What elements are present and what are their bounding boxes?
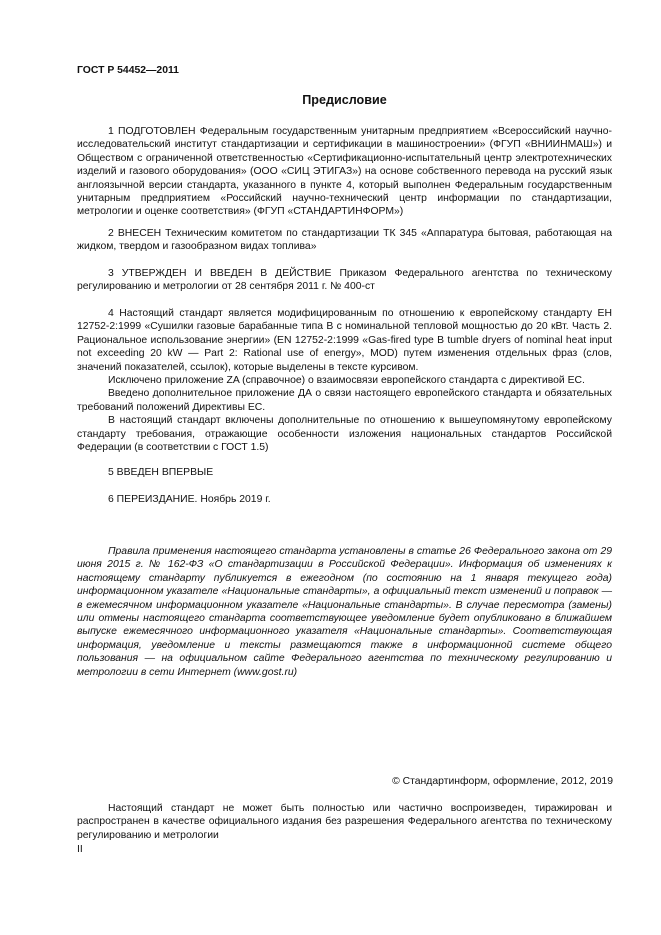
item-4 bbox=[77, 307, 612, 454]
item-1 bbox=[77, 125, 612, 219]
item-2 bbox=[77, 227, 612, 254]
reproduction-notice-text: Настоящий стандарт не может быть полностью или частично воспроизведен, тиражирован и распространен в качестве официального издания без разрешения Федерального агентства по техническому регулированию и метрологии bbox=[77, 803, 612, 841]
item-4-additional-requirements: В настоящий стандарт включены дополнительные по отношению к вышеупомянутому европейскому стандарту требования, отражающие особенности изложения национальных стандартов Российской Федерации (в соответствии с ГОСТ 1.5) bbox=[77, 415, 612, 454]
item-5-text: 5 ВВЕДЕН ВПЕРВЫЕ bbox=[108, 467, 214, 478]
item-3 bbox=[77, 267, 612, 294]
item-2-text: 2 ВНЕСЕН Техническим комитетом по стандартизации ТК 345 «Аппаратура бытовая, работающая на жидком, твердом и газообразном видах топлива» bbox=[77, 228, 612, 253]
rules-notice-text: Правила применения настоящего стандарта установлены в статье 26 Федерального закона от 29 июня 2015 г. № 162-ФЗ «О стандартизации в Российской Федерации». Информация об изменениях к настоящему стандарту публикуется в ежегодном (по состоянию на 1 января текущего года) информационном указателе «Национальные стандарты», а официальный текст изменений и поправок — в ежемесячном информационном указателе «Национальные стандарты». В случае пересмотра (замены) или отмены настоящего стандарта соответствующее уведомление будет опубликовано в ближайшем выпуске ежемесячного информационного указателя «Национальные стандарты». Соответствующая информация, уведомление и тексты размещаются также в информационной системе общего пользования — на официальном сайте Федерального агентства по техническому регулированию и метрологии в сети Интернет (www.gost.ru) bbox=[77, 546, 612, 678]
item-6-text: 6 ПЕРЕИЗДАНИЕ. Ноябрь 2019 г. bbox=[108, 494, 271, 505]
page-number: II bbox=[77, 844, 83, 855]
item-3-text: 3 УТВЕРЖДЕН И ВВЕДЕН В ДЕЙСТВИЕ Приказом Федерального агентства по техническому регулированию и метрологии от 28 сентября 2011 г. № 400-ст bbox=[77, 268, 612, 293]
standard-code-header: ГОСТ Р 54452—2011 bbox=[77, 65, 179, 76]
reproduction-notice bbox=[77, 802, 612, 842]
rules-notice bbox=[77, 545, 612, 679]
page-title: Предисловие bbox=[302, 93, 387, 107]
item-4-annex-da: Введено дополнительное приложение ДА о связи настоящего европейского стандарта и обязательных требований положений Директивы ЕС. bbox=[77, 388, 612, 413]
item-6 bbox=[77, 493, 612, 506]
item-1-text: 1 ПОДГОТОВЛЕН Федеральным государственным унитарным предприятием «Всероссийский научно-исследовательский институт стандартизации и сертификации в машиностроении» (ФГУП «ВНИИНМАШ») и Обществом с ограниченной ответственностью «Сертификационно-испытательный центр электротехнических изделий и газового оборудования» (ООО «СИЦ ЭТИГАЗ») на основе собственного перевода на русский язык англоязычной версии стандарта, указанного в пункте 4, который выполнен Федеральным государственным унитарным предприятием «Российский научно-технический центр информации по стандартизации, метрологии и оценке соответствия» (ФГУП «СТАНДАРТИНФОРМ») bbox=[77, 126, 612, 218]
item-4-annex-za: Исключено приложение ZA (справочное) о взаимосвязи европейского стандарта с директивой ЕС. bbox=[108, 375, 585, 387]
copyright-line: © Стандартинформ, оформление, 2012, 2019 bbox=[392, 776, 613, 787]
item-5 bbox=[77, 466, 612, 479]
item-4-text: 4 Настоящий стандарт является модифицированным по отношению к европейскому стандарту ЕН 12752-2:1999 «Сушилки газовые барабанные типа В с номинальной тепловой мощностью до 20 кВт. Часть 2. Рациональное использование энергии» (EN 12752-2:1999 «Gas-fired type B tumble dryers of nominal heat input not exceeding 20 kW — Part 2: Rational use of energy», MOD) путем изменения отдельных фраз (слов, значений показателей, ссылок), которые выделены в тексте курсивом. bbox=[77, 308, 612, 373]
